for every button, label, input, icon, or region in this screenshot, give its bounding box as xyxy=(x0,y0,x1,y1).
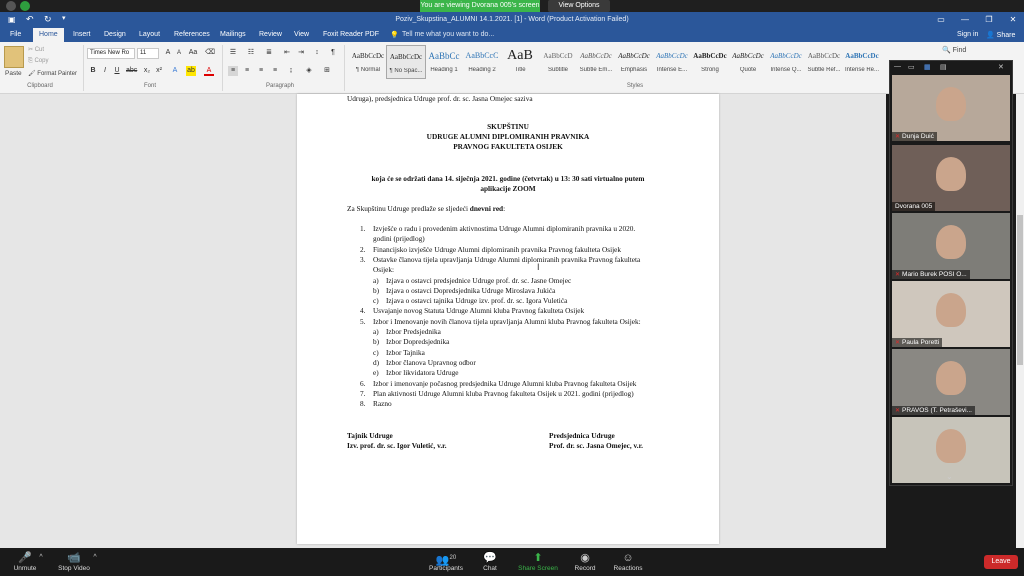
doc-line: Udruga), predsjednica Udruge prof. dr. sc. Jasna Omejec saziva xyxy=(347,94,533,103)
chevron-down-icon[interactable]: ⌄ xyxy=(946,472,953,481)
agenda-subitem: Izjava o ostavci predsjednice Udruge prof. dr. sc. Jasne Omejec xyxy=(386,275,572,285)
mic-muted-icon: 🎤 xyxy=(18,552,32,564)
style-sample: AaBbCcDc xyxy=(845,52,879,60)
share-label: Share xyxy=(996,32,1016,39)
format-painter-button[interactable] xyxy=(28,70,77,77)
participant-name xyxy=(892,406,975,415)
mic-muted-icon: ✕ xyxy=(895,134,901,140)
copy-icon: ⎘ xyxy=(28,58,35,64)
participant-video xyxy=(936,361,966,395)
agenda-item-number: 3. xyxy=(360,254,366,264)
style-name: Strong xyxy=(701,67,719,73)
agenda-subitem: Izbor likvidatora Udruge xyxy=(386,368,459,378)
participant-name xyxy=(892,270,970,279)
style-sample: AaBbCcC xyxy=(465,51,499,60)
smiley-icon: ☺ xyxy=(622,552,634,564)
screen-share-banner: You are viewing Dvorana 005's screen xyxy=(420,0,540,12)
style-name: Intense E... xyxy=(656,67,688,73)
agenda-item-number: c) xyxy=(373,296,379,306)
tab-file[interactable]: File xyxy=(10,31,22,38)
person-icon: 👤 xyxy=(986,32,995,39)
change-case-icon[interactable]: Aa xyxy=(188,49,198,56)
agenda-item-number: c) xyxy=(373,347,379,357)
participant-name-text: Dvorana 005 xyxy=(895,203,933,210)
minimize-icon[interactable]: — xyxy=(961,15,969,24)
document-page[interactable] xyxy=(297,94,719,544)
chevron-up-icon: ^ xyxy=(93,554,97,561)
agenda-item: Izbor i Imenovanje novih članova tijela upravljanja Alumni kluba Pravnog fakulteta Osijek: xyxy=(373,316,641,326)
participant-tile[interactable] xyxy=(892,213,1010,279)
clipboard-group-label: Clipboard xyxy=(27,83,53,89)
participant-video xyxy=(936,293,966,327)
signature-left-name: Izv. prof. dr. sc. Igor Vuletić, v.r. xyxy=(347,441,447,450)
agenda-item: Financijsko izvješće Udruge Alumni diplomiranih pravnika Pravnog fakulteta Osijek xyxy=(373,244,622,254)
signature-left-title: Tajnik Udruge xyxy=(347,431,393,440)
borders-icon[interactable]: ⊞ xyxy=(324,67,330,74)
cut-button[interactable] xyxy=(28,46,44,53)
style-subtle-reference[interactable] xyxy=(804,45,844,79)
font-size-box[interactable]: 11 xyxy=(137,48,159,59)
agenda-subitem: Izbor članova Upravnog odbor xyxy=(386,357,476,367)
agenda-item: godini (prijedlog) xyxy=(373,234,425,244)
record-button[interactable] xyxy=(572,548,598,576)
style-sample: AaBbCcDc xyxy=(389,53,423,61)
style-sample: AaBbCcDc xyxy=(693,52,727,60)
justify-icon[interactable]: ≡ xyxy=(272,67,278,74)
text-cursor-icon: I xyxy=(537,262,540,272)
style-sample: AaBbCcDc xyxy=(351,52,385,60)
style-name: ¶ No Spac... xyxy=(389,68,423,74)
meeting-date-line: koja će se održati dana 14. siječnja 2021. godine (četvrtak) u 13: 30 sati virtualno putem xyxy=(371,174,645,183)
style-name: Subtle Em... xyxy=(579,67,613,73)
find-label: Find xyxy=(952,47,967,54)
reactions-label: Reactions xyxy=(613,565,643,572)
multilevel-list-icon[interactable]: ≣ xyxy=(266,49,272,56)
style-name: Subtitle xyxy=(547,67,568,73)
style-normal[interactable] xyxy=(348,45,388,79)
clear-format-icon[interactable]: ⌫ xyxy=(205,49,215,56)
text-effects-icon[interactable]: A xyxy=(172,67,178,74)
tab-references[interactable]: References xyxy=(174,31,210,38)
video-camera-icon: 📹 xyxy=(67,552,81,564)
style-no-spacing[interactable] xyxy=(386,45,426,79)
agenda-bold-text: dnevni red xyxy=(469,204,504,213)
agenda-item: Plan aktivnosti Udruge Alumni kluba Pravnog fakulteta Osijek u 2021. godini (prijedlog) xyxy=(373,388,634,398)
copy-button[interactable] xyxy=(28,58,48,65)
agenda-item-number: d) xyxy=(373,357,380,367)
tab-review[interactable]: Review xyxy=(259,31,282,38)
participant-name xyxy=(892,202,935,211)
align-left-icon[interactable]: ≡ xyxy=(228,66,238,76)
lightbulb-icon: 💡 xyxy=(390,32,399,39)
style-sample: AaBbCcD xyxy=(543,52,573,60)
agenda-subitem: Izbor Dopredsjednika xyxy=(386,337,450,347)
highlight-icon[interactable]: ab xyxy=(187,67,195,74)
participants-button[interactable] xyxy=(426,548,466,576)
italic-icon[interactable]: I xyxy=(104,67,106,74)
close-icon[interactable]: ✕ xyxy=(1009,15,1017,24)
style-name: Title xyxy=(514,67,526,73)
leave-button[interactable]: Leave xyxy=(984,555,1018,569)
agenda-item-number: a) xyxy=(373,327,379,336)
participant-name-text: Dunja Duić xyxy=(902,133,934,140)
agenda-item-number: 7. xyxy=(360,388,366,398)
increase-indent-icon[interactable]: ⇥ xyxy=(298,49,304,56)
ribbon-home xyxy=(0,42,1024,94)
participant-name-text: Mario Burek POSI O... xyxy=(902,271,967,278)
style-subtitle[interactable] xyxy=(538,45,578,79)
style-name: Intense Q... xyxy=(770,67,802,73)
line-spacing-icon[interactable]: ↨ xyxy=(289,67,293,74)
bullets-icon[interactable]: ☰ xyxy=(229,49,237,56)
shield-icon[interactable] xyxy=(20,1,30,11)
group-divider xyxy=(83,45,84,91)
style-subtle-emphasis[interactable] xyxy=(576,45,616,79)
doc-heading: SKUPŠTINU xyxy=(487,122,529,131)
paste-button[interactable]: Paste xyxy=(5,70,22,77)
document-title: Poziv_Skupstina_ALUMNI 14.1.2021. [1] - Word (Product Activation Failed) xyxy=(395,16,629,23)
style-heading-1[interactable] xyxy=(424,45,464,79)
participant-video xyxy=(936,429,966,463)
signature-right-title: Predsjednica Udruge xyxy=(549,431,615,440)
bold-icon[interactable]: B xyxy=(90,67,96,74)
tab-insert[interactable]: Insert xyxy=(73,31,91,38)
font-color-icon[interactable]: A xyxy=(204,66,214,76)
align-center-icon[interactable]: ≡ xyxy=(244,67,250,74)
participant-video xyxy=(936,225,966,259)
agenda-item: Osijek: xyxy=(373,265,395,275)
search-icon: 🔍 xyxy=(942,47,953,54)
style-emphasis[interactable] xyxy=(614,45,654,79)
sign-in-link[interactable]: Sign in xyxy=(957,31,979,38)
chat-label: Chat xyxy=(483,565,497,572)
gallery-view-icon[interactable]: ▦ xyxy=(924,64,931,71)
share-button[interactable] xyxy=(986,31,1015,39)
style-sample: AaBbCcDc xyxy=(807,52,841,60)
participants-label: Participants xyxy=(429,565,463,572)
share-screen-label: Share Screen xyxy=(518,565,558,572)
agenda-item-number: 4. xyxy=(360,306,366,316)
participant-name-text: PRAVOS (T. Petraševi... xyxy=(902,407,972,414)
style-sample: AaB xyxy=(507,48,533,63)
restore-icon[interactable]: ❐ xyxy=(985,15,993,24)
agenda-colon: : xyxy=(503,204,506,213)
tab-design[interactable]: Design xyxy=(104,31,126,38)
participant-tile[interactable] xyxy=(892,145,1010,211)
redo-icon[interactable]: ↻ xyxy=(44,14,52,24)
doc-heading: PRAVNOG FAKULTETA OSIJEK xyxy=(453,142,563,151)
minimize-panel-icon[interactable]: — xyxy=(894,63,901,70)
agenda-item-number: b) xyxy=(373,337,380,347)
share-screen-icon: ⬆ xyxy=(533,552,543,564)
mic-muted-icon: ✕ xyxy=(895,272,901,278)
scissors-icon: ✂ xyxy=(28,47,35,53)
record-label: Record xyxy=(574,565,596,572)
style-heading-2[interactable] xyxy=(462,45,502,79)
agenda-intro xyxy=(347,204,505,213)
mic-muted-icon: ✕ xyxy=(895,340,901,346)
participant-name-text: Paula Poretti xyxy=(902,339,940,346)
cut-label: Cut xyxy=(34,47,45,53)
agenda-item-number: 2. xyxy=(360,244,366,254)
superscript-icon[interactable]: x² xyxy=(156,67,162,74)
brush-icon: 🖌 xyxy=(28,71,38,77)
tab-foxit-reader-pdf[interactable]: Foxit Reader PDF xyxy=(323,31,380,38)
participant-video xyxy=(936,157,966,191)
chevron-up-icon: ^ xyxy=(39,554,43,561)
strip-view-icon[interactable]: ▤ xyxy=(940,64,947,71)
paragraph-group-label: Paragraph xyxy=(265,83,295,89)
agenda-subitem: Izbor Tajnika xyxy=(386,347,425,357)
style-sample: AaBbCcDc xyxy=(732,52,764,60)
speaker-view-icon[interactable]: ▭ xyxy=(908,64,915,71)
shading-icon[interactable]: ◈ xyxy=(306,67,312,74)
participant-video xyxy=(936,87,966,121)
participant-name xyxy=(892,132,937,141)
stop-video-label: Stop Video xyxy=(58,565,90,572)
style-quote[interactable] xyxy=(728,45,768,79)
undo-icon[interactable]: ↶ xyxy=(26,14,34,24)
agenda-item-number: 1. xyxy=(360,224,366,233)
agenda-item: Usvajanje novog Statuta Udruge Alumni kluba Pravnog fakulteta Osijek xyxy=(373,306,585,316)
tab-view[interactable]: View xyxy=(294,31,310,38)
view-options-button[interactable]: View Options xyxy=(548,0,610,12)
chat-icon: 💬 xyxy=(483,552,497,564)
style-name: ¶ Normal xyxy=(355,67,381,73)
participant-tile[interactable] xyxy=(892,281,1010,347)
participants-icon: 👥$^{20}$ xyxy=(435,554,457,567)
stop-video-button[interactable] xyxy=(55,548,93,576)
find-button[interactable] xyxy=(942,46,966,54)
style-name: Heading 2 xyxy=(468,67,496,73)
agenda-subitem: Izjava o ostavci tajnika Udruge izv. prof. dr. sc. Igora Vuletića xyxy=(386,296,568,306)
participants-count: 20 xyxy=(449,555,457,561)
agenda-item-number: e) xyxy=(373,368,379,378)
unmute-label: Unmute xyxy=(13,565,37,572)
reactions-button[interactable] xyxy=(612,548,644,576)
style-name: Heading 1 xyxy=(430,67,458,73)
agenda-item-number: a) xyxy=(373,275,379,285)
agenda-item-number: 6. xyxy=(360,378,366,388)
style-name: Quote xyxy=(739,67,757,73)
video-options-chevron[interactable] xyxy=(90,548,100,576)
close-panel-icon[interactable]: ✕ xyxy=(998,64,1004,71)
shrink-font-icon[interactable]: A xyxy=(176,50,181,56)
style-intense-reference[interactable] xyxy=(842,45,882,79)
tab-home[interactable]: Home xyxy=(33,28,64,42)
agenda-item-number: b) xyxy=(373,285,380,295)
subscript-icon[interactable]: x₂ xyxy=(143,67,151,74)
mic-muted-icon: ✕ xyxy=(895,408,901,414)
agenda-subitem: Izbor Predsjednika xyxy=(386,327,441,336)
ribbon-tabs xyxy=(0,28,1024,42)
style-sample: AaBbCcDc xyxy=(618,52,650,60)
align-right-icon[interactable]: ≡ xyxy=(258,67,264,74)
style-name: Emphasis xyxy=(620,67,648,73)
scrollbar-thumb[interactable] xyxy=(1017,215,1023,365)
format-painter-label: Format Painter xyxy=(37,71,77,77)
zoom-toolbar xyxy=(0,548,1024,576)
agenda-item-number: 5. xyxy=(360,316,366,326)
underline-icon[interactable]: U xyxy=(114,67,120,74)
agenda-item: Ostavke članova tijela upravljanja Udruge Alumni diplomiranih pravnika Pravnog fakulteta xyxy=(373,254,641,264)
signature-right-name: Prof. dr. sc. Jasna Omejec, v.r. xyxy=(549,441,643,450)
font-name-box[interactable]: Times New Ro xyxy=(87,48,135,59)
pilcrow-icon[interactable]: ¶ xyxy=(331,49,335,56)
font-group-label: Font xyxy=(143,83,156,89)
chat-button[interactable] xyxy=(478,548,502,576)
save-icon[interactable]: ▣ xyxy=(8,15,16,24)
audio-options-chevron[interactable] xyxy=(36,548,46,576)
paste-icon[interactable] xyxy=(4,46,24,68)
style-sample: AaBbCcDc xyxy=(770,52,802,60)
grow-font-icon[interactable]: A xyxy=(165,49,171,56)
ribbon-display-icon[interactable]: ▭ xyxy=(937,15,945,24)
group-divider xyxy=(344,45,345,91)
style-sample: AaBbCc xyxy=(428,51,460,61)
word-title-bar xyxy=(0,12,1024,28)
agenda-intro-text: Za Skupštinu Udruge predlaže se sljedeći xyxy=(347,204,470,213)
sort-icon[interactable]: ↕ xyxy=(315,49,319,56)
style-name: Intense Re... xyxy=(844,67,880,73)
agenda-item: Izvješće o radu i provedenim aktivnostima Udruge Alumni diplomiranih pravnika u 2020. xyxy=(373,224,636,233)
agenda-subitem: Izjava o ostavci Dopredsjednika Udruge Miroslava Jukića xyxy=(386,285,556,295)
meeting-platform-line: aplikacije ZOOM xyxy=(480,184,536,193)
style-sample: AaBbCcDc xyxy=(656,52,688,60)
style-intense-quote[interactable] xyxy=(766,45,806,79)
participant-tile[interactable] xyxy=(892,75,1010,141)
agenda-item: Razno xyxy=(373,399,392,409)
tab-layout[interactable]: Layout xyxy=(139,31,161,38)
styles-group-label: Styles xyxy=(626,83,644,89)
share-screen-button[interactable] xyxy=(516,548,560,576)
numbering-icon[interactable]: ☷ xyxy=(247,49,255,56)
doc-heading: UDRUGE ALUMNI DIPLOMIRANIH PRAVNIKA xyxy=(426,132,590,141)
style-sample: AaBbCcDc xyxy=(580,52,612,60)
style-intense-emphasis[interactable] xyxy=(652,45,692,79)
style-strong[interactable] xyxy=(690,45,730,79)
strikethrough-icon[interactable]: abc xyxy=(126,67,138,74)
customize-qat-icon[interactable]: ▾ xyxy=(62,15,66,22)
style-name: Subtle Ref... xyxy=(807,67,841,73)
agenda-item: Izbor i imenovanje počasnog predsjednika Udruge Alumni kluba Pravnog fakulteta Osijek xyxy=(373,378,637,388)
tab-mailings[interactable]: Mailings xyxy=(220,31,246,38)
agenda-item-number: 8. xyxy=(360,399,366,409)
tell-me-search[interactable]: Tell me what you want to do... xyxy=(402,31,495,38)
zoom-info-icon[interactable] xyxy=(6,1,16,11)
group-divider xyxy=(222,45,223,91)
participant-name xyxy=(892,338,942,347)
style-title[interactable] xyxy=(500,45,540,79)
copy-label: Copy xyxy=(34,58,49,64)
record-icon: ◉ xyxy=(580,552,590,564)
decrease-indent-icon[interactable]: ⇤ xyxy=(284,49,290,56)
participant-tile[interactable] xyxy=(892,349,1010,415)
